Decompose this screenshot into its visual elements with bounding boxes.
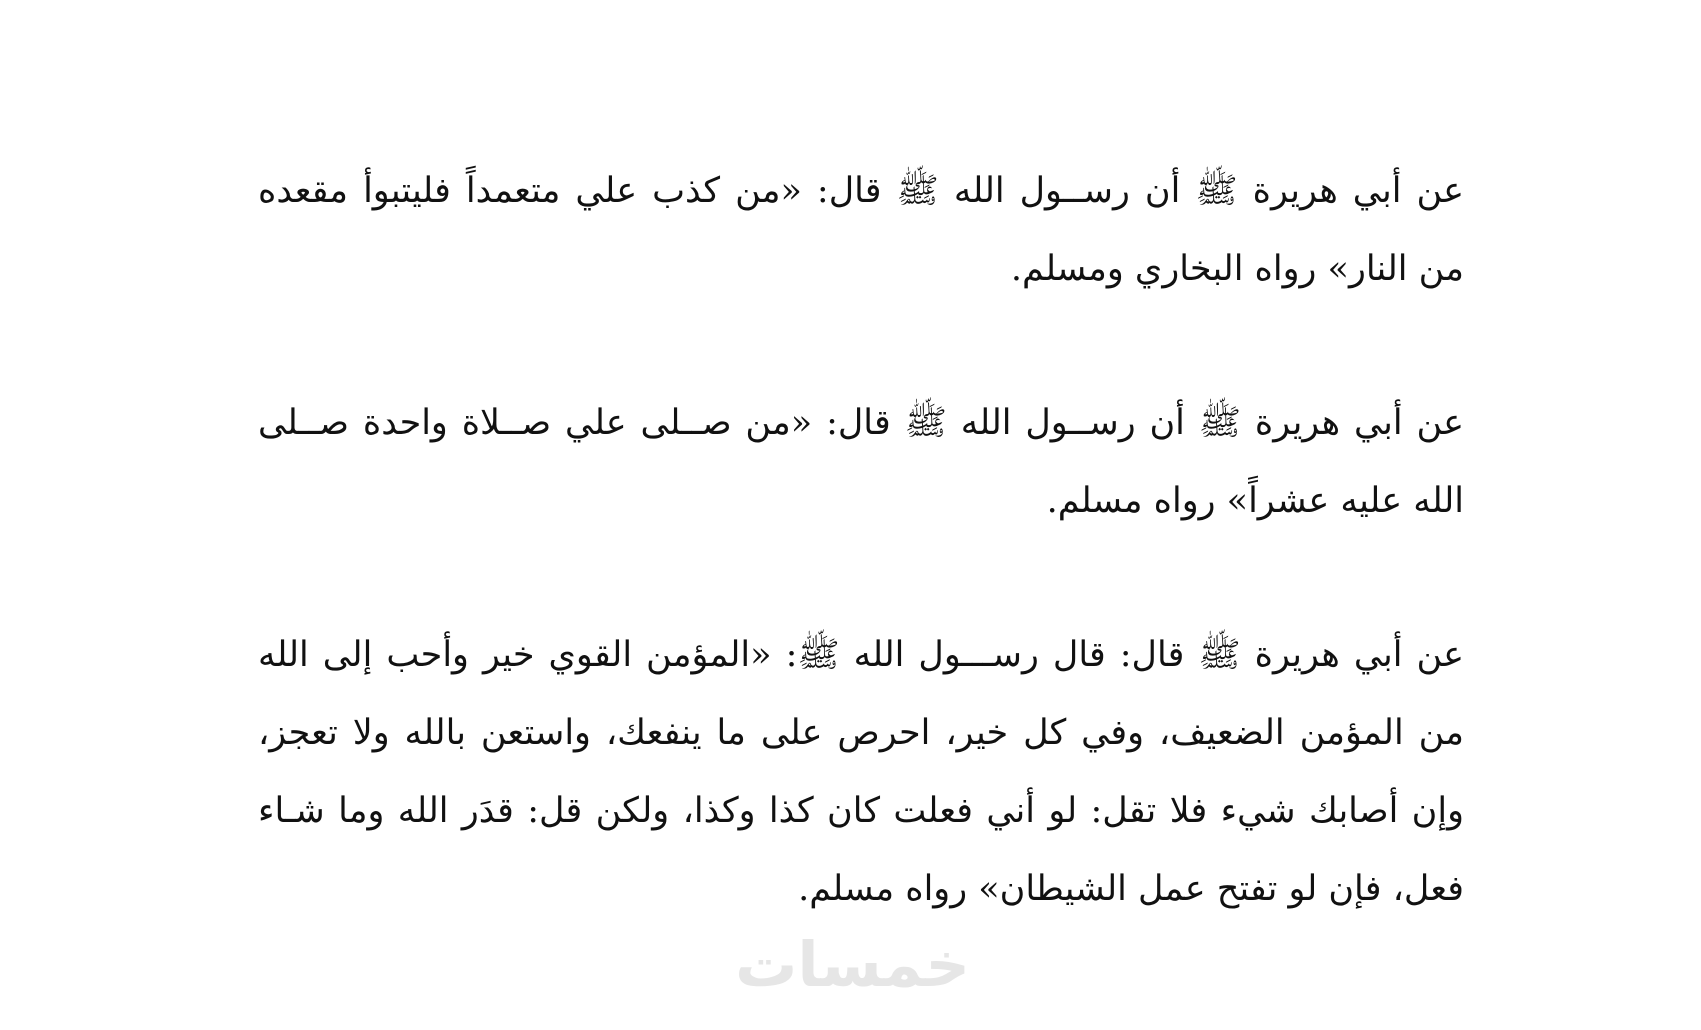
hadith-paragraph-2: عن أبي هريرة ﷺ أن رســول الله ﷺ قال: «من صــلى علي صــلاة واحدة صــلى الله عليه عشراً» رواه مسلم. <box>258 403 1464 521</box>
document-body <box>258 152 1464 928</box>
hadith-paragraph-3: عن أبي هريرة ﷺ قال: قال رســـول الله ﷺ: «المؤمن القوي خير وأحب إلى الله من المؤمن الضعيف، وفي كل خير، احرص على ما ينفعك، واستعن بالله ولا تعجز، وإن أصابك شيء فلا تقل: لو أني فعلت كان كذا وكذا، ولكن قل: قدَر الله وما شـاء فعل، فإن لو تفتح عمل الشيطان» رواه مسلم. <box>258 635 1464 909</box>
hadith-paragraph-1: عن أبي هريرة ﷺ أن رســول الله ﷺ قال: «من كذب علي متعمداً فليتبوأ مقعده من النار» رواه البخاري ومسلم. <box>258 171 1464 289</box>
watermark-logo: خمسات <box>735 928 970 1001</box>
